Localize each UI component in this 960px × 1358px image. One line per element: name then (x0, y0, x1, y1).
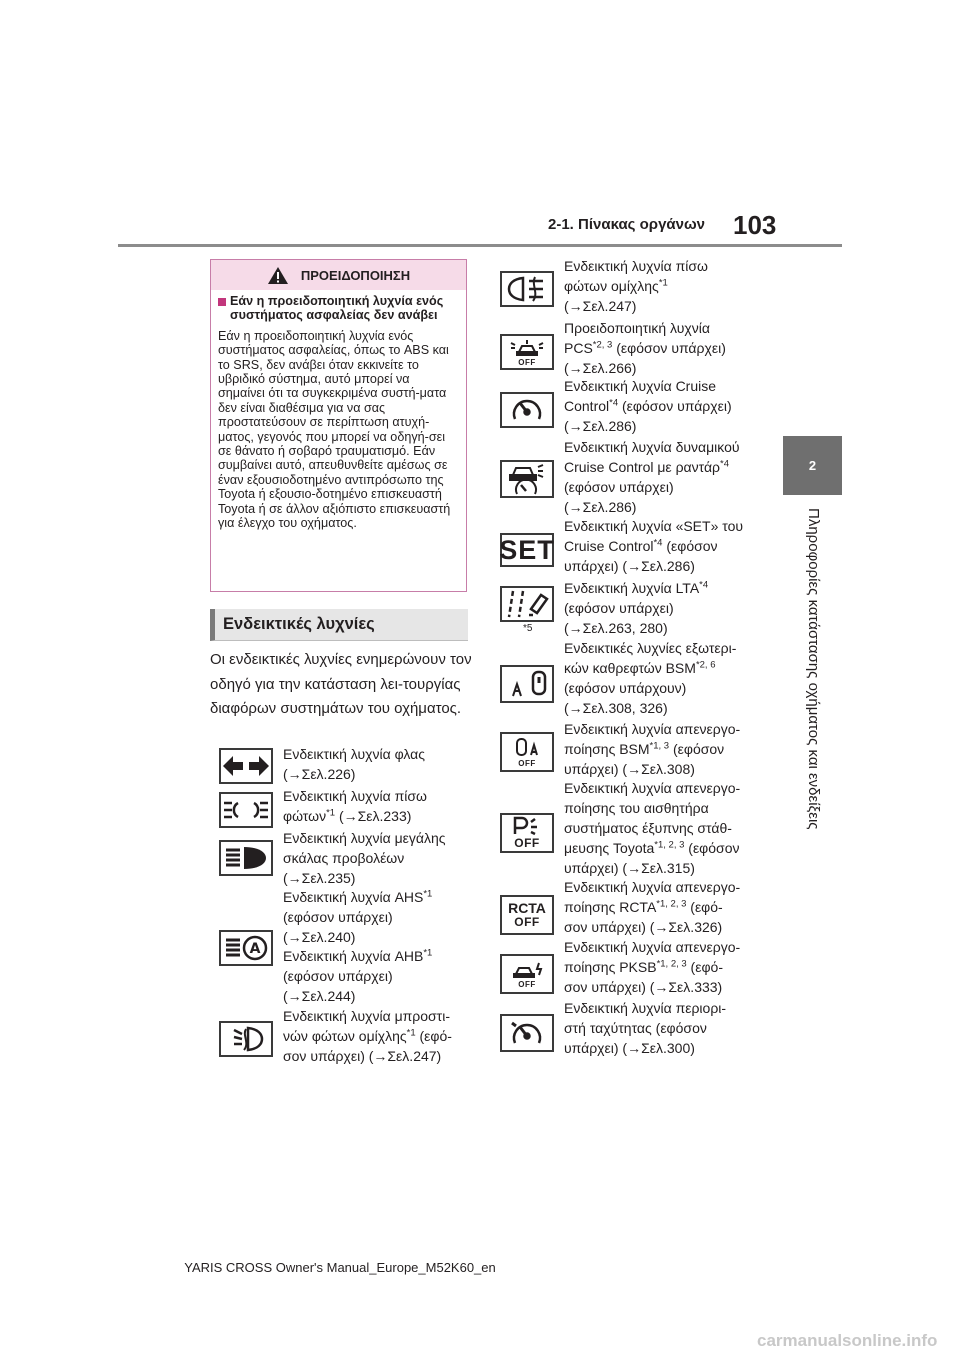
ahs-label: Ενδεικτική λυχνία AHS$^{*1}$ (εφόσον υπάρχει) (→Σελ.240) (283, 888, 433, 945)
front-fog-label: Ενδεικτική λυχνία μπροστι- νών φώτων ομίχλης$^{*1}$ (εφό- σον υπάρχει) (→Σελ.247) (283, 1008, 452, 1064)
bsm-off-label: Ενδεικτική λυχνία απενεργο- ποίησης BSM$^{*1, 3}$ (εφόσον υπάρχει) (→Σελ.308) (564, 721, 741, 777)
ahb-label: Ενδεικτική λυχνία AHB$^{*1}$ (εφόσον υπάρχει) (→Σελ.244) (283, 947, 433, 1004)
front-fog-icon (219, 1021, 273, 1057)
radar-cruise-label: Ενδεικτική λυχνία δυναμικού Cruise Control με ραντάρ$^{*4}$ (εφόσον υπάρχει) (→Σελ.286) (564, 439, 740, 515)
warning-text: Εάν η προειδοποιητική λυχνία ενός συστήματος ασφαλείας, όπως το ABS και το SRS, δεν ανάβει όταν εκκινείτε το υβριδικό σύστημα, αυτό μπορεί να σημαίνει ότι τα συγκεκριμένα συστή-ματα δεν είναι διαθέσιμα για να σας προστατεύσουν σε περίπτωση ατυχή-ματος, γεγονός που μπορεί να οδηγή-σει σε θάνατο ή σοβαρό τραυματισμό. Εάν συμβαίνει αυτό, απευθυνθείτε αμέσως σε έναν εξουσιοδοτημένο αντιπρόσωπο της Toyota ή εξουσιο-δοτημένο επισκευαστή Toyota ή σε άλλον αξιόπιστο επισκευαστή για έλεγχο του οχήματος. (218, 328, 451, 531)
watermark: carmanualsonline.info (757, 1331, 938, 1350)
tail-light-icon (219, 792, 273, 828)
bsm-off-icon: OFF (500, 732, 554, 772)
speed-limiter-icon (500, 1014, 554, 1052)
parking-sensor-off-label: Ενδεικτική λυχνία απενεργο- ποίησης του αισθητήρα συστήματος έξυπνης στάθ- μευσης Toyota$^{*1, 2, 3}$ (εφόσον υπάρχει) (→Σελ.315) (564, 780, 741, 876)
parking-sensor-off-icon: OFF (500, 813, 554, 853)
lta-icon (500, 586, 554, 622)
page-number: 103 (733, 210, 777, 240)
bsm-mirror-label: Ενδεικτικές λυχνίες εξωτερι- κών καθρεφτών BSM$^{*2, 6}$ (εφόσον υπάρχουν) (→Σελ.308, 326) (564, 640, 737, 716)
warning-header (211, 260, 466, 290)
speed-limiter-label: Ενδεικτική λυχνία περιορι- στή ταχύτητας (εφόσον υπάρχει) (→Σελ.300) (564, 1000, 727, 1056)
pksb-off-label: Ενδεικτική λυχνία απενεργο- ποίησης PKSB$^{*1, 2, 3}$ (εφό- σον υπάρχει) (→Σελ.333) (564, 939, 741, 995)
section-intro: Οι ενδεικτικές λυχνίες ενημερώνουν τον οδηγό για την κατάσταση λει-τουργίας διαφόρων συστημάτων του οχήματος. (210, 651, 472, 717)
rcta-off-icon: RCTA OFF (500, 895, 554, 935)
bullet-square-icon (218, 298, 226, 306)
svg-text:A: A (249, 941, 261, 957)
rcta-off-label: Ενδεικτική λυχνία απενεργο- ποίησης RCTA$^{*1, 2, 3}$ (εφό- σον υπάρχει) (→Σελ.326) (564, 879, 741, 935)
lta-label: Ενδεικτική λυχνία LTA$^{*4}$ (εφόσον υπάρχει) (→Σελ.263, 280) (564, 579, 709, 636)
high-beam-icon (219, 840, 273, 876)
set-icon: SET (500, 533, 554, 567)
tail-light-label: Ενδεικτική λυχνία πίσω φώτων$^{*1}$ (→Σελ.233) (283, 788, 427, 824)
warning-title: ΠΡΟΕΙΔΟΠΟΙΗΣΗ (300, 267, 411, 283)
high-beam-label: Ενδεικτική λυχνία μεγάλης σκάλας προβολέων (→Σελ.235) (283, 830, 446, 886)
lta-note: *5 (523, 623, 533, 634)
rear-fog-label: Ενδεικτική λυχνία πίσω φώτων ομίχλης$^{*1}$ (→Σελ.247) (564, 258, 708, 314)
cruise-control-icon (500, 392, 554, 428)
footer-text: YARIS CROSS Owner's Manual_Europe_M52K60_en (184, 1260, 496, 1275)
header-divider (118, 244, 842, 247)
radar-cruise-icon (500, 460, 554, 498)
ahb-icon (219, 930, 273, 966)
turn-signal-icon (219, 748, 273, 784)
turn-signal-label: Ενδεικτική λυχνία φλας (→Σελ.226) (283, 746, 426, 782)
rear-fog-icon (500, 271, 554, 307)
pcs-warning-label: Προειδοποιητική λυχνία PCS$^{*2, 3}$ (εφόσον υπάρχει) (→Σελ.266) (564, 320, 726, 376)
pcs-warning-icon: OFF (500, 334, 554, 370)
section-heading: Ενδεικτικές λυχνίες (210, 609, 468, 641)
warning-box (210, 259, 467, 592)
chapter-tab[interactable]: 2 (783, 436, 842, 495)
cruise-control-label: Ενδεικτική λυχνία Cruise Control$^{*4}$ (εφόσον υπάρχει) (→Σελ.286) (564, 378, 732, 434)
warning-triangle-icon (267, 266, 289, 285)
bsm-mirror-icon (500, 665, 554, 703)
warning-subtitle: Εάν η προειδοποιητική λυχνία ενός συστήματος ασφαλείας δεν ανάβει (218, 294, 459, 323)
section-title: 2-1. Πίνακας οργάνων (548, 216, 705, 233)
pksb-off-icon: OFF (500, 954, 554, 994)
set-label: Ενδεικτική λυχνία «SET» του Cruise Control$^{*4}$ (εφόσον υπάρχει) (→Σελ.286) (564, 518, 744, 574)
chapter-title: Πληροφορίες κατάστασης οχήματος και ενδείξεις (805, 508, 822, 830)
